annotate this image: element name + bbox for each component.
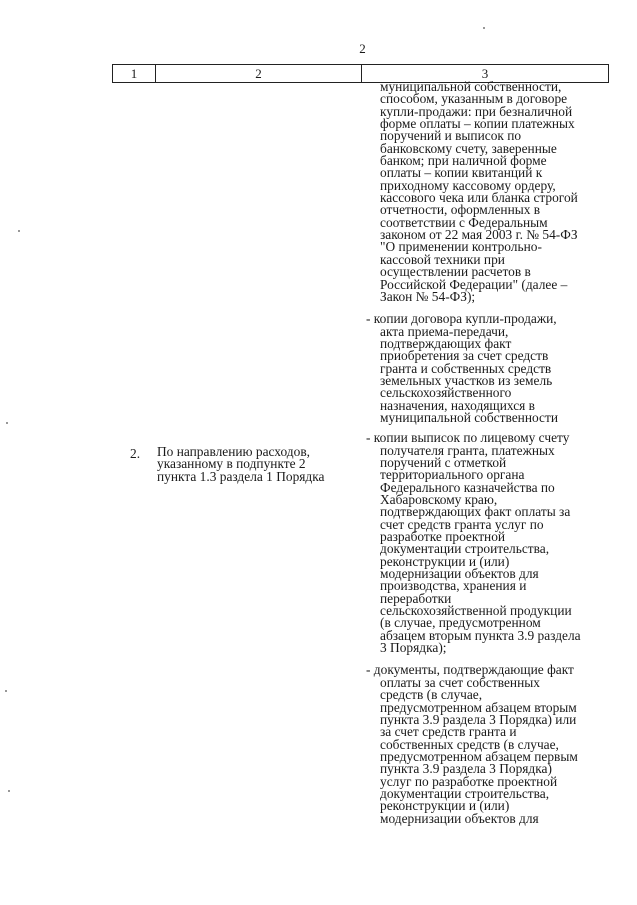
- column-header-3: 3: [481, 65, 489, 81]
- scan-speck: [6, 422, 8, 424]
- scan-speck: [18, 230, 20, 232]
- scan-speck: [483, 27, 485, 29]
- list-item-account-statements: - копии выписок по лицевому счету получателя гранта, платежных поручений с отметкой территориального органа Федерального казначейства по Хабаровскому краю, подтверждающих факт оплаты за счет средств гранта услуг по разработке проектной документации строительства, реконструкции и (или) модернизации объектов для производства, хранения и переработки сельскохозяйственной продукции (в случае, предусмотренном абзацем вторым пункта 3.9 раздела 3 Порядка);: [366, 430, 581, 656]
- list-item-contract-copies: - копии договора купли-продажи, акта приема-передачи, подтверждающих факт приобретения за счет средств гранта и собственных средств земельных участков из земель сельскохозяйственного назначения, находящихся в муниципальной собственности: [366, 311, 558, 425]
- scan-speck: [5, 690, 7, 692]
- list-item-payment-documents: - документы, подтверждающие факт оплаты за счет собственных средств (в случае, предусмотренном абзацем вторым пункта 3.9 раздела 3 Порядка) или за счет средств гранта и собственных средств (в случае, предусмотренном абзацем первым пункта 3.9 раздела 3 Порядка) услуг по разработке проектной документации строительства, реконструкции и (или) модернизации объектов для: [366, 662, 578, 826]
- continued-paragraph: муниципальной собственности, способом, указанным в договоре купли-продажи: при безналичной форме оплаты – копии платежных поручений и выписок по банковскому счету, заверенные банком; при наличной форме оплаты – копии квитанций к приходному кассовому ордеру, кассового чека или бланка строгой отчетности, оформленных в соответствии с Федеральным законом от 22 мая 2003 г. № 54-ФЗ "О применении контрольно- кассовой техники при осуществлении расчетов в Российской Федерации" (далее – Закон № 54-ФЗ);: [380, 79, 578, 304]
- column-header-2: 2: [156, 65, 362, 82]
- column-header-1: 1: [113, 65, 156, 82]
- row-description: По направлению расходов, указанному в подпункте 2 пункта 1.3 раздела 1 Порядка: [157, 444, 325, 484]
- column-3-content: [366, 81, 616, 825]
- page-number: 2: [359, 41, 366, 56]
- row-number: 2.: [130, 446, 141, 461]
- scan-speck: [8, 790, 10, 792]
